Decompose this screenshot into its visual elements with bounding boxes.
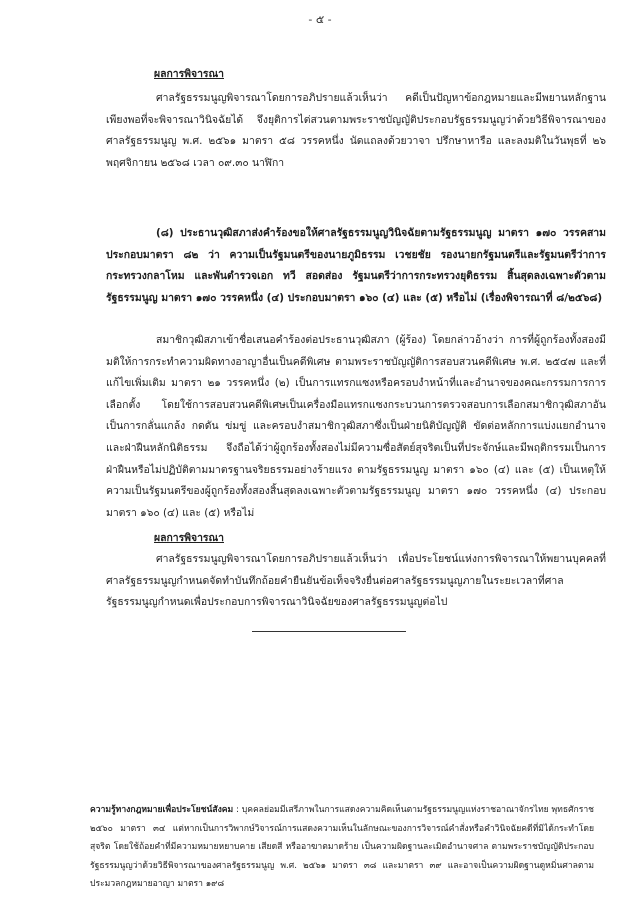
case-body-block [106, 330, 606, 524]
closing-divider [252, 631, 406, 632]
footnote-separator: : [236, 805, 239, 815]
footnote-text: บุคคลย่อมมีเสรีภาพในการแสดงความคิดเห็นตามรัฐธรรมนูญแห่งราชอาณาจักรไทย พุทธศักราช ๒๕๖๐ มาตรา ๓๔ แต่หากเป็นการวิพากษ์วิจารณ์การแสดงความเห็นในลักษณะของการวิจารณ์คำสั่งหรือคำวินิจฉัยคดีที่มิได้กระทำโดยสุจริต โดยใช้ถ้อยคำที่มีความหมายหยาบคาย เสียดสี หรืออาฆาตมาดร้าย เป็นความผิดฐานละเมิดอำนาจศาล ตามพระราชบัญญัติประกอบรัฐธรรมนูญว่าด้วยวิธีพิจารณาของศาลรัฐธรรมนูญ พ.ศ. ๒๕๖๑ มาตรา ๓๘ และมาตรา ๓๙ และอาจเป็นความผิดฐานดูหมิ่นศาลตามประมวลกฎหมายอาญา มาตรา ๑๙๘ [90, 805, 594, 890]
page-number: - ๕ - [308, 13, 332, 26]
case-title: (๘) ประธานวุฒิสภาส่งคำร้องขอให้ศาลรัฐธรรมนูญวินิจฉัยตามรัฐธรรมนูญ มาตรา ๑๗๐ วรรคสาม ประกอบมาตรา ๘๒ ว่า ความเป็นรัฐมนตรีของนายภูมิธรรม เวชยชัย รองนายกรัฐมนตรีและรัฐมนตรีว่าการกระทรวงกลาโหม และพันตำรวจเอก ทวี สอดส่อง รัฐมนตรีว่าการกระทรวงยุติธรรม สิ้นสุดลงเฉพาะตัวตามรัฐธรรมนูญ มาตรา ๑๗๐ วรรคหนึ่ง (๔) ประกอบมาตรา ๑๖๐ (๔) และ (๕) หรือไม่ (เรื่องพิจารณาที่ ๘/๒๕๖๘) [106, 227, 606, 304]
footnote-block [90, 801, 594, 894]
section2-body-block [106, 549, 606, 614]
footnote-label: ความรู้ทางกฎหมายเพื่อประโยชน์สังคม [90, 805, 234, 815]
case-body: สมาชิกวุฒิสภาเข้าชื่อเสนอคำร้องต่อประธานวุฒิสภา (ผู้ร้อง) โดยกล่าวอ้างว่า การที่ผู้ถูกร้องทั้งสองมีมติให้การกระทำความผิดทางอาญาอื่นเป็นคดีพิเศษ ตามพระราชบัญญัติการสอบสวนคดีพิเศษ พ.ศ. ๒๕๔๗ และที่แก้ไขเพิ่มเติม มาตรา ๒๑ วรรคหนึ่ง (๒) เป็นการแทรกแซงหรือครอบงำหน้าที่และอำนาจของคณะกรรมการการเลือกตั้ง โดยใช้การสอบสวนคดีพิเศษเป็นเครื่องมือแทรกแซงกระบวนการตรวจสอบการเลือกสมาชิกวุฒิสภาอันเป็นการกลั่นแกล้ง กดดัน ข่มขู่ และครอบงำสมาชิกวุฒิสภาซึ่งเป็นฝ่ายนิติบัญญัติ ขัดต่อหลักการแบ่งแยกอำนาจและฝ่าฝืนหลักนิติธรรม จึงถือได้ว่าผู้ถูกร้องทั้งสองไม่มีความซื่อสัตย์สุจริตเป็นที่ประจักษ์และมีพฤติกรรมเป็นการฝ่าฝืนหรือไม่ปฏิบัติตามมาตรฐานจริยธรรมอย่างร้ายแรง ตามรัฐธรรมนูญ มาตรา ๑๖๐ (๔) และ (๕) เป็นเหตุให้ความเป็นรัฐมนตรีของผู้ถูกร้องทั้งสองสิ้นสุดลงเฉพาะตัวตามรัฐธรรมนูญ มาตรา ๑๗๐ วรรคหนึ่ง (๔) ประกอบมาตรา ๑๖๐ (๔) และ (๕) หรือไม่ [106, 334, 606, 519]
section1-body: ศาลรัฐธรรมนูญพิจารณาโดยการอภิปรายแล้วเห็นว่า คดีเป็นปัญหาข้อกฎหมายและมีพยานหลักฐานเพียงพอที่จะพิจารณาวินิจฉัยได้ จึงยุติการไต่สวนตามพระราชบัญญัติประกอบรัฐธรรมนูญว่าด้วยวิธีพิจารณาของศาลรัฐธรรมนูญ พ.ศ. ๒๕๖๑ มาตรา ๕๘ วรรคหนึ่ง นัดแถลงด้วยวาจา ปรึกษาหารือ และลงมติในวันพุธที่ ๒๖ พฤศจิกายน ๒๕๖๘ เวลา ๐๙.๓๐ นาฬิกา [106, 92, 606, 169]
case-title-block [106, 223, 606, 309]
section2-heading: ผลการพิจารณา [154, 532, 224, 544]
section2-body: ศาลรัฐธรรมนูญพิจารณาโดยการอภิปรายแล้วเห็นว่า เพื่อประโยชน์แห่งการพิจารณาให้พยานบุคคลที่ศาลรัฐธรรมนูญกำหนดจัดทำบันทึกถ้อยคำยืนยันข้อเท็จจริงยื่นต่อศาลรัฐธรรมนูญภายในระยะเวลาที่ศาลรัฐธรรมนูญกำหนดเพื่อประกอบการพิจารณาวินิจฉัยของศาลรัฐธรรมนูญต่อไป [106, 553, 606, 609]
section1-heading: ผลการพิจารณา [154, 68, 224, 80]
section1-body-block [106, 88, 606, 174]
